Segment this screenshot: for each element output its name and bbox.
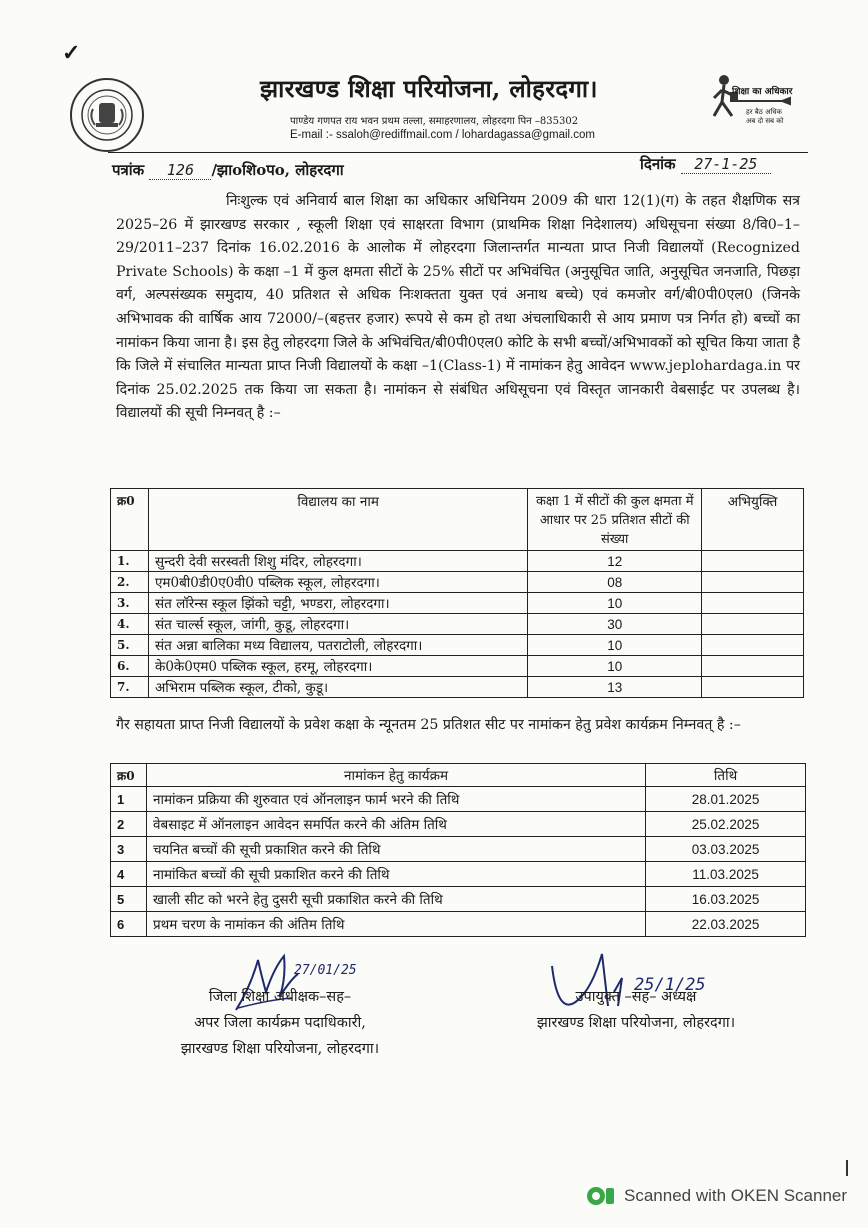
header-program: नामांकन हेतु कार्यक्रम — [146, 764, 645, 787]
row-program: नामांकन प्रक्रिया की शुरुवात एवं ऑनलाइन फार्म भरने की तिथि — [146, 787, 645, 812]
row-remark — [702, 593, 804, 614]
header-remarks: अभियुक्ति — [702, 489, 804, 551]
row-program: प्रथम चरण के नामांकन की अंतिम तिथि — [146, 912, 645, 937]
letter-number-label: पत्रांक — [112, 161, 145, 179]
row-serial: 2 — [111, 812, 147, 837]
row-program: चयनित बच्चों की सूची प्रकाशित करने की तिथि — [146, 837, 645, 862]
schedule-table — [110, 763, 806, 937]
letter-number — [112, 160, 344, 180]
table-row — [111, 614, 804, 635]
left-signatory-line3: झारखण्ड शिक्षा परियोजना, लोहरदगा। — [180, 1041, 380, 1057]
table-row — [111, 812, 806, 837]
row-school-name: अभिराम पब्लिक स्कूल, टीको, कुडू। — [148, 677, 527, 698]
state-emblem-icon — [70, 78, 144, 152]
body-paragraph — [116, 190, 800, 426]
header-school-name: विद्यालय का नाम — [148, 489, 527, 551]
letter-number-value: 126 — [149, 161, 211, 180]
body-paragraph-text: निःशुल्क एवं अनिवार्य बाल शिक्षा का अधिकार अधिनियम 2009 की धारा 12(1)(ग) के तहत शैक्षणिक सत्र 2025–26 में झारखण्ड सरकार , स्कूली शिक्षा एवं साक्षरता विभाग (प्राथमिक शिक्षा निदेशालय) अधिसूचना संख्या 8/वि0–1–29/2011–237 दिनांक 16.02.2016 के आलोक में लोहरदगा जिलान्तर्गत मान्यता प्राप्त निजी विद्यालयों (Recognized Private Schools) के कक्षा –1 में कुल क्षमता सीटों के 25% सीटों पर अभिवंचित (अनुसूचित जाति, अनुसूचित जनजाति, पिछड़ा वर्ग, अल्पसंख्यक समुदाय, 40 प्रतिशत से अधिक निःशक्तता युक्त एवं अनाथ बच्चे) एवं कमजोर वर्ग/बी0पी0एल0 (जिनके अभिभावक की वार्षिक आय 72000/–(बहत्तर हजार) रूपये से कम हो तथा अंचलाधिकारी से आय प्रमाण पत्र निर्गत हो) बच्चों का नामांकन किया जाना है। इस हेतु लोहरदगा जिले के अभिवंचित/बी0पी0एल0 कोटि के सभी बच्चों/अभिभावकों को सूचित किया जाता है कि जिले में संचालित मान्यता प्राप्त निजी विद्यालयों के कक्षा –1(Class-1) में नामांकन हेतु आवेदन www.jeplohardaga.in पर दिनांक 25.02.2025 तक किया जा सकता है। नामांकन से संबंधित अधिसूचना एवं विस्तृत जानकारी वेबसाईट पर उपलब्ध है। विद्यालयों की सूची निम्नवत् है :– — [116, 193, 800, 422]
table-row — [111, 593, 804, 614]
row-serial: 6. — [111, 656, 149, 677]
organization-title: झारखण्ड शिक्षा परियोजना, लोहरदगा। — [260, 74, 598, 103]
letter-number-suffix: /झाoशिoपo, लोहरदगा — [211, 161, 344, 179]
row-remark — [702, 614, 804, 635]
row-serial: 1 — [111, 787, 147, 812]
row-program: खाली सीट को भरने हेतु दुसरी सूची प्रकाशित करने की तिथि — [146, 887, 645, 912]
left-signatory-line2: अपर जिला कार्यक्रम पदाधिकारी, — [194, 1015, 366, 1031]
scanner-watermark — [586, 1184, 847, 1208]
row-remark — [702, 551, 804, 572]
row-date: 03.03.2025 — [646, 837, 806, 862]
table-row — [111, 837, 806, 862]
letter-date — [640, 154, 771, 174]
row-date: 22.03.2025 — [646, 912, 806, 937]
letter-date-label: दिनांक — [640, 155, 676, 173]
header-serial: क्र0 — [111, 764, 147, 787]
table-row — [111, 635, 804, 656]
schedule-intro-paragraph: गैर सहायता प्राप्त निजी विद्यालयों के प्रवेश कक्षा के न्यूनतम 25 प्रतिशत सीट पर नामांकन हेतु प्रवेश कार्यक्रम निम्नवत् है :– — [116, 717, 741, 733]
row-school-name: के0के0एम0 पब्लिक स्कूल, हरमू, लोहरदगा। — [148, 656, 527, 677]
row-serial: 3. — [111, 593, 149, 614]
row-serial: 6 — [111, 912, 147, 937]
row-serial: 2. — [111, 572, 149, 593]
table-row — [111, 572, 804, 593]
left-signature-date: 27/01/25 — [294, 963, 357, 978]
table-row — [111, 551, 804, 572]
row-program: वेबसाइट में ऑनलाइन आवेदन समर्पित करने की अंतिम तिथि — [146, 812, 645, 837]
scanner-text: Scanned with OKEN Scanner — [624, 1186, 848, 1205]
rte-logo — [706, 70, 806, 130]
row-program: नामांकित बच्चों की सूची प्रकाशित करने की तिथि — [146, 862, 645, 887]
table-row — [111, 912, 806, 937]
row-seat-count: 12 — [528, 551, 702, 572]
row-date: 11.03.2025 — [646, 862, 806, 887]
left-signatory-line1: जिला शिक्षा अधीक्षक–सह– — [208, 989, 352, 1005]
row-serial: 1. — [111, 551, 149, 572]
table-row — [111, 887, 806, 912]
schedule-table-header — [111, 764, 806, 787]
check-mark-icon: ✓ — [62, 40, 81, 66]
row-remark — [702, 635, 804, 656]
rte-subtitle-1: हर बैठ अधिक — [746, 108, 782, 116]
right-signatory — [496, 984, 776, 1036]
header-seat-count: कक्षा 1 में सीटों की कुल क्षमता में आधार पर 25 प्रतिशत सीटों की संख्या — [528, 489, 702, 551]
organization-address: पाण्डेय गणपत राय भवन प्रथम तल्ला, समाहरणालय, लोहरदगा पिन –835302 — [290, 116, 579, 127]
table-row — [111, 862, 806, 887]
row-remark — [702, 677, 804, 698]
row-seat-count: 10 — [528, 593, 702, 614]
schools-table — [110, 488, 804, 698]
row-seat-count: 10 — [528, 656, 702, 677]
schools-table-header — [111, 489, 804, 551]
rte-title: शिक्षा का अधिकार — [732, 87, 793, 97]
row-seat-count: 10 — [528, 635, 702, 656]
row-serial: 7. — [111, 677, 149, 698]
row-school-name: संत चार्ल्स स्कूल, जांगी, कुडू, लोहरदगा। — [148, 614, 527, 635]
row-remark — [702, 572, 804, 593]
row-school-name: संत लॉरेन्स स्कूल झिंको चट्टी, भण्डरा, लोहरदगा। — [148, 593, 527, 614]
right-signatory-line2: झारखण्ड शिक्षा परियोजना, लोहरदगा। — [536, 1015, 736, 1031]
row-seat-count: 30 — [528, 614, 702, 635]
row-seat-count: 13 — [528, 677, 702, 698]
row-school-name: सुन्दरी देवी सरस्वती शिशु मंदिर, लोहरदगा। — [148, 551, 527, 572]
row-seat-count: 08 — [528, 572, 702, 593]
pencil-icon — [730, 97, 790, 105]
row-serial: 3 — [111, 837, 147, 862]
header-serial: क्र0 — [111, 489, 149, 551]
row-date: 25.02.2025 — [646, 812, 806, 837]
row-date: 28.01.2025 — [646, 787, 806, 812]
scanner-logo-icon — [586, 1184, 616, 1208]
row-serial: 4 — [111, 862, 147, 887]
row-serial: 4. — [111, 614, 149, 635]
row-school-name: संत अन्ना बालिका मध्य विद्यालय, पतराटोली, लोहरदगा। — [148, 635, 527, 656]
header-date: तिथि — [646, 764, 806, 787]
row-school-name: एम0बी0डी0ए0वी0 पब्लिक स्कूल, लोहरदगा। — [148, 572, 527, 593]
organization-email: E-mail :- ssaloh@rediffmail.com / lohardagassa@gmail.com — [290, 129, 595, 141]
rte-subtitle-2: अब दो सब को — [746, 117, 784, 125]
letter-date-value: 27-1-25 — [681, 155, 771, 174]
left-signatory — [150, 984, 410, 1062]
letterhead — [260, 72, 680, 141]
table-row — [111, 656, 804, 677]
right-signature-date: 25/1/25 — [634, 975, 706, 995]
row-serial: 5. — [111, 635, 149, 656]
right-signatory-line1: उपायुक्त –सह– अध्यक्ष — [575, 989, 697, 1005]
row-remark — [702, 656, 804, 677]
table-row — [111, 787, 806, 812]
row-date: 16.03.2025 — [646, 887, 806, 912]
edge-mark — [846, 1160, 848, 1176]
header-divider — [108, 152, 808, 153]
table-row — [111, 677, 804, 698]
row-serial: 5 — [111, 887, 147, 912]
